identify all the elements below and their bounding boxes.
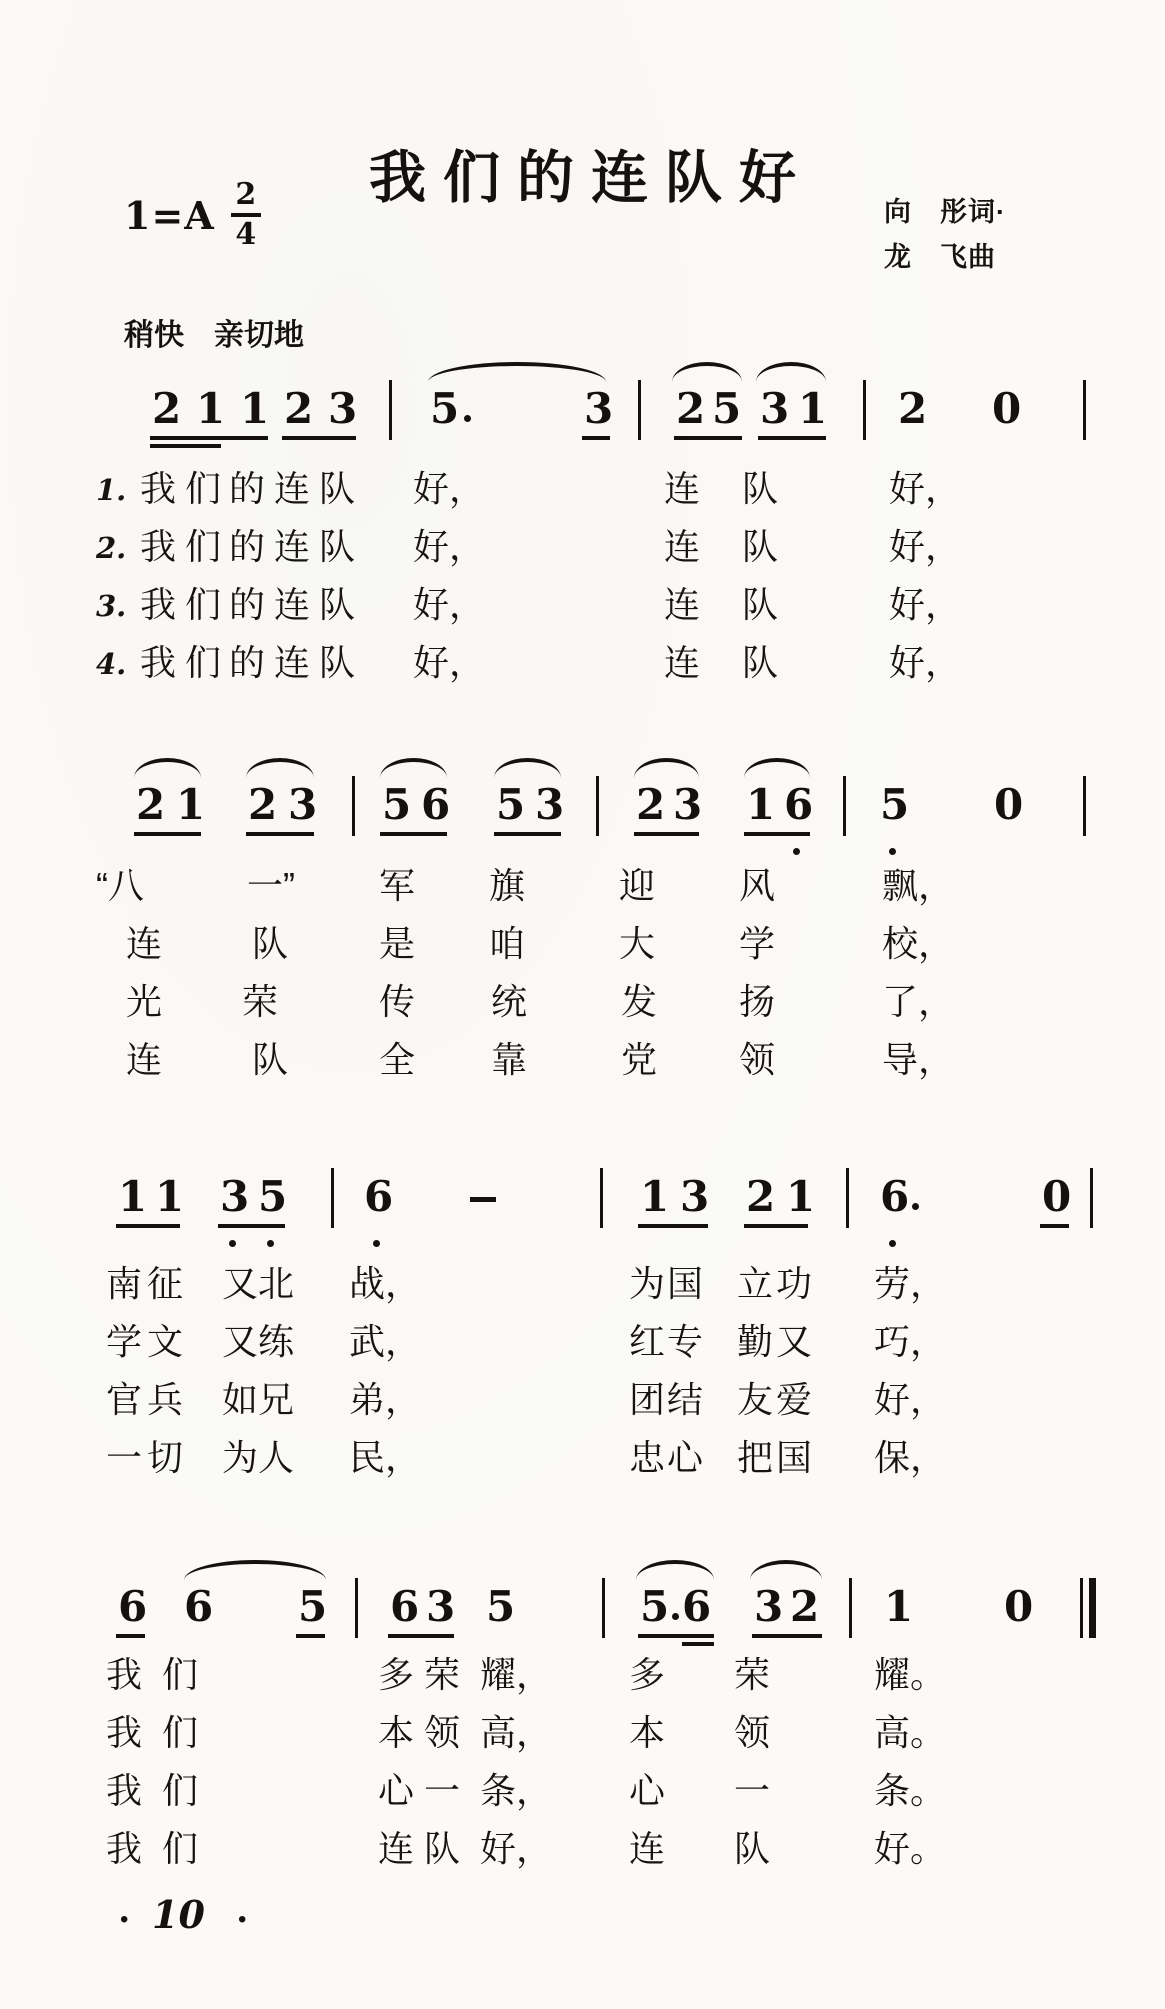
lyric-cell: 劳， — [874, 1263, 947, 1304]
lyric-cell: 们 — [162, 1712, 199, 1753]
lyric-cell: 们 — [162, 1654, 199, 1695]
beam — [674, 436, 742, 440]
lyric-cell: 队 — [742, 526, 779, 567]
lyric-cell: 旗 — [489, 865, 526, 906]
lyric-cell: 的 — [229, 526, 266, 567]
lyric-cell: 心 — [667, 1437, 704, 1478]
lyric-cell: 高， — [480, 1712, 553, 1753]
lyric-cell: 军 — [379, 865, 416, 906]
lyric-line — [0, 1712, 1165, 1756]
lyric-cell: 队 — [319, 526, 356, 567]
lyric-line — [0, 1263, 1165, 1307]
lyric-cell: 弟， — [349, 1379, 422, 1420]
lyric-cell: 荣 — [424, 1654, 461, 1695]
rest-note: 0 — [994, 780, 1024, 829]
note: 5 — [258, 1172, 288, 1221]
lyric-cell: 把 — [737, 1437, 774, 1478]
note: 3 — [288, 780, 318, 829]
note: 6 — [880, 1172, 910, 1221]
beam — [388, 1634, 454, 1638]
lyric-cell: 我 — [140, 468, 177, 509]
barline — [331, 1168, 334, 1228]
low-octave-dot — [373, 1240, 380, 1247]
lyricist-credit: 向 彤词· — [884, 197, 1006, 227]
beam — [638, 1224, 708, 1228]
lyric-cell: 专 — [667, 1321, 704, 1362]
lyric-cell: 领 — [734, 1712, 771, 1753]
slur — [184, 1560, 326, 1580]
lyric-cell: 结 — [667, 1379, 704, 1420]
lyric-cell: 连 — [126, 1039, 163, 1080]
note: 6 — [118, 1582, 148, 1631]
key-signature — [124, 177, 261, 252]
lyric-cell: 心 — [378, 1770, 415, 1811]
note: 3 — [535, 780, 565, 829]
lyric-cell: 我 — [140, 642, 177, 683]
lyric-cell: 党 — [621, 1039, 658, 1080]
lyric-cell: 领 — [739, 1039, 776, 1080]
lyric-cell: 多 — [629, 1654, 666, 1695]
note: 3 — [673, 780, 703, 829]
lyric-cell: 一 — [424, 1770, 461, 1811]
lyric-cell: 条。 — [874, 1770, 947, 1811]
lyric-cell: 耀， — [480, 1654, 553, 1695]
lyric-cell: 巧， — [874, 1321, 947, 1362]
lyric-cell: 队 — [424, 1828, 461, 1869]
beam — [282, 436, 356, 440]
note: 5 — [880, 780, 910, 829]
lyric-cell: 队 — [742, 642, 779, 683]
note: 3 — [754, 1582, 784, 1631]
lyric-cell: 好， — [413, 526, 486, 567]
barline — [389, 380, 392, 440]
lyric-cell: 飘， — [882, 865, 955, 906]
note: 6 — [682, 1582, 712, 1631]
lyric-line — [0, 1828, 1165, 1872]
key-label: 1=A — [124, 192, 215, 238]
beam — [1040, 1224, 1069, 1228]
lyric-cell: 我 — [106, 1654, 143, 1695]
lyric-cell: 连 — [274, 642, 311, 683]
note: 3 — [680, 1172, 710, 1221]
barline — [355, 1578, 358, 1638]
lyric-cell: 爱 — [776, 1379, 813, 1420]
beam — [744, 1224, 808, 1228]
lyric-cell: 我 — [106, 1712, 143, 1753]
final-barline-thin — [1080, 1578, 1083, 1638]
low-octave-dot — [793, 848, 800, 855]
lyric-cell: 大 — [619, 923, 656, 964]
rest-note: 0 — [992, 384, 1022, 433]
lyric-cell: 一 — [734, 1770, 771, 1811]
lyric-cell: 练 — [258, 1321, 295, 1362]
beam — [638, 1634, 714, 1638]
lyric-cell: 靠 — [491, 1039, 528, 1080]
verse-number: 4. — [96, 647, 127, 681]
lyric-cell: 本 — [629, 1712, 666, 1753]
lyric-line — [0, 1437, 1165, 1481]
low-octave-dot — [889, 848, 896, 855]
lyric-cell: 团 — [629, 1379, 666, 1420]
note: 6 — [184, 1582, 214, 1631]
time-numerator: 2 — [235, 177, 257, 212]
beam — [758, 436, 826, 440]
augmentation-dot — [912, 1203, 919, 1210]
lyric-cell: 为 — [629, 1263, 666, 1304]
augmentation-dot — [464, 415, 471, 422]
lyric-cell: 统 — [491, 981, 528, 1022]
note: 1 — [798, 384, 828, 433]
lyric-cell: 好， — [413, 468, 486, 509]
lyric-cell: 们 — [185, 642, 222, 683]
note: 5 — [382, 780, 412, 829]
lyric-cell: 连 — [629, 1828, 666, 1869]
verse-number: 3. — [96, 589, 127, 623]
lyric-cell: 传 — [379, 981, 416, 1022]
lyric-cell: 好， — [480, 1828, 553, 1869]
note: 1 — [196, 384, 226, 433]
lyric-line — [0, 526, 1165, 570]
lyric-cell: 校， — [882, 923, 955, 964]
note: 2 — [248, 780, 278, 829]
lyric-cell: 荣 — [242, 981, 279, 1022]
lyric-cell: 导， — [882, 1039, 955, 1080]
beam — [116, 1224, 180, 1228]
beam — [634, 832, 699, 836]
augmentation-dot — [672, 1613, 679, 1620]
lyric-cell: 扬 — [739, 981, 776, 1022]
note: 5 — [430, 384, 460, 433]
lyric-cell: 咱 — [489, 923, 526, 964]
note: 1 — [640, 1172, 670, 1221]
rest-note: 0 — [1004, 1582, 1034, 1631]
barline — [846, 1168, 849, 1228]
lyric-cell: 连 — [664, 584, 701, 625]
barline — [1083, 776, 1086, 836]
beam — [116, 1634, 145, 1638]
lyric-cell: 的 — [229, 642, 266, 683]
lyric-cell: 好， — [874, 1379, 947, 1420]
composer-credit: 龙 飞曲 — [884, 242, 996, 272]
lyric-cell: 好。 — [874, 1828, 947, 1869]
notation-line-2 — [0, 758, 1165, 862]
verse-number: 2. — [96, 531, 127, 565]
lyric-cell: 我 — [140, 526, 177, 567]
note: 2 — [152, 384, 182, 433]
lyric-cell: 文 — [147, 1321, 184, 1362]
lyric-cell: 本 — [378, 1712, 415, 1753]
time-signature — [231, 177, 261, 252]
barline — [863, 380, 866, 440]
lyric-cell: 又 — [222, 1321, 259, 1362]
beam — [744, 832, 810, 836]
lyric-cell: 连 — [126, 923, 163, 964]
lyric-cell: 如 — [222, 1379, 259, 1420]
rest-note: 0 — [1042, 1172, 1072, 1221]
lyric-line — [0, 981, 1165, 1025]
lyric-cell: 人 — [258, 1437, 295, 1478]
lyric-cell: 忠 — [629, 1437, 666, 1478]
slur — [750, 1560, 822, 1580]
lyric-cell: 好， — [889, 584, 962, 625]
lyric-cell: 征 — [147, 1263, 184, 1304]
lyric-cell: 们 — [185, 584, 222, 625]
beam — [150, 436, 268, 440]
lyric-cell: 好， — [889, 642, 962, 683]
note: 3 — [220, 1172, 250, 1221]
slur — [380, 758, 447, 778]
lyric-cell: 官 — [106, 1379, 143, 1420]
note: 5 — [298, 1582, 328, 1631]
slur — [246, 758, 314, 778]
lyric-cell: 的 — [229, 468, 266, 509]
note: 1 — [746, 780, 776, 829]
lyric-cell: 战， — [349, 1263, 422, 1304]
page-number-left-dot: • — [120, 1906, 129, 1933]
lyric-cell: 连 — [274, 468, 311, 509]
lyric-cell: 好， — [413, 584, 486, 625]
low-octave-dot — [889, 1240, 896, 1247]
barline — [1083, 380, 1086, 440]
barline — [638, 380, 641, 440]
lyric-cell: 连 — [664, 468, 701, 509]
lyric-cell: 北 — [258, 1263, 295, 1304]
lyric-cell: 又 — [222, 1263, 259, 1304]
note: 5 — [640, 1582, 670, 1631]
lyric-cell: 高。 — [874, 1712, 947, 1753]
beam — [582, 436, 610, 440]
slur — [494, 758, 561, 778]
lyric-cell: 荣 — [734, 1654, 771, 1695]
beam — [752, 1634, 822, 1638]
lyric-cell: 全 — [379, 1039, 416, 1080]
beam — [218, 1224, 285, 1228]
lyric-cell: 兵 — [147, 1379, 184, 1420]
lyric-cell: 民， — [349, 1437, 422, 1478]
lyric-cell: 队 — [742, 468, 779, 509]
lyric-cell: 们 — [162, 1828, 199, 1869]
note: 6 — [784, 780, 814, 829]
lyric-line — [0, 642, 1165, 686]
note: 1 — [155, 1172, 185, 1221]
lyric-cell: 是 — [379, 923, 416, 964]
slur — [756, 362, 826, 382]
verse-number: 1. — [96, 473, 127, 507]
lyric-line — [0, 1379, 1165, 1423]
lyric-cell: 队 — [252, 923, 289, 964]
barline — [600, 1168, 603, 1228]
lyric-cell: 心 — [629, 1770, 666, 1811]
note: 5 — [496, 780, 526, 829]
beam — [380, 832, 447, 836]
lyric-cell: 多 — [378, 1654, 415, 1695]
final-barline-thick — [1089, 1578, 1096, 1638]
note: 2 — [136, 780, 166, 829]
lyric-cell: 我 — [140, 584, 177, 625]
lyric-cell: 连 — [664, 526, 701, 567]
lyric-cell: 国 — [667, 1263, 704, 1304]
lyric-cell: 一” — [247, 865, 295, 906]
beam — [150, 444, 221, 448]
note: 2 — [636, 780, 666, 829]
lyric-cell: 兄 — [258, 1379, 295, 1420]
lyric-cell: 队 — [319, 468, 356, 509]
slur — [428, 362, 606, 382]
lyric-cell: 红 — [629, 1321, 666, 1362]
beam — [494, 832, 561, 836]
lyric-cell: 好， — [889, 526, 962, 567]
lyric-cell: 队 — [742, 584, 779, 625]
song-title: 我们的连队好 — [369, 146, 813, 211]
lyric-cell: 迎 — [619, 865, 656, 906]
lyric-cell: 立 — [737, 1263, 774, 1304]
lyric-cell: 队 — [319, 584, 356, 625]
note: 3 — [760, 384, 790, 433]
lyric-cell: 武， — [349, 1321, 422, 1362]
lyric-cell: 们 — [185, 526, 222, 567]
lyric-cell: 勤 — [737, 1321, 774, 1362]
lyric-cell: 风 — [739, 865, 776, 906]
notation-line-3 — [0, 1150, 1165, 1254]
lyric-line — [0, 865, 1165, 909]
lyric-cell: 队 — [319, 642, 356, 683]
lyric-cell: 连 — [378, 1828, 415, 1869]
barline — [602, 1578, 605, 1638]
lyric-cell: 们 — [185, 468, 222, 509]
lyric-line — [0, 1321, 1165, 1365]
low-octave-dot — [229, 1240, 236, 1247]
beam — [682, 1642, 714, 1646]
note: 1 — [884, 1582, 914, 1631]
lyric-cell: 们 — [162, 1770, 199, 1811]
lyric-cell: 了， — [882, 981, 955, 1022]
lyric-cell: 条， — [480, 1770, 553, 1811]
note: 2 — [898, 384, 928, 433]
slur — [744, 758, 810, 778]
note: 6 — [364, 1172, 394, 1221]
lyric-cell: 好， — [413, 642, 486, 683]
notation-line-4 — [0, 1560, 1165, 1664]
barline — [352, 776, 355, 836]
lyric-cell: 发 — [621, 981, 658, 1022]
lyric-cell: 耀。 — [874, 1654, 947, 1695]
tempo-marking: 稍快 亲切地 — [124, 319, 304, 352]
slur — [672, 362, 742, 382]
lyric-cell: 我 — [106, 1828, 143, 1869]
lyric-cell: 南 — [106, 1263, 143, 1304]
note: 1 — [786, 1172, 816, 1221]
note: 2 — [284, 384, 314, 433]
lyric-line — [0, 1039, 1165, 1083]
duration-dash — [470, 1197, 496, 1202]
note: 6 — [421, 780, 451, 829]
note: 6 — [390, 1582, 420, 1631]
note: 5 — [712, 384, 742, 433]
lyric-cell: 的 — [229, 584, 266, 625]
lyric-cell: 保， — [874, 1437, 947, 1478]
low-octave-dot — [267, 1240, 274, 1247]
note: 1 — [240, 384, 270, 433]
note: 3 — [328, 384, 358, 433]
lyric-cell: 好， — [889, 468, 962, 509]
barline — [1090, 1168, 1093, 1228]
note: 3 — [584, 384, 614, 433]
beam — [134, 832, 201, 836]
note: 2 — [676, 384, 706, 433]
note: 1 — [118, 1172, 148, 1221]
lyric-cell: 学 — [739, 923, 776, 964]
lyric-cell: 国 — [776, 1437, 813, 1478]
lyric-line — [0, 584, 1165, 628]
lyric-cell: 队 — [252, 1039, 289, 1080]
page-number-right-dot: • — [238, 1906, 247, 1933]
lyric-cell: 我 — [106, 1770, 143, 1811]
note: 1 — [176, 780, 206, 829]
page-number: 10 — [152, 1892, 205, 1937]
lyric-cell: “八 — [96, 865, 144, 906]
lyric-cell: 光 — [126, 981, 163, 1022]
lyric-line — [0, 1770, 1165, 1814]
beam — [296, 1634, 325, 1638]
lyric-cell: 学 — [106, 1321, 143, 1362]
credits — [884, 190, 1006, 280]
beam — [246, 832, 314, 836]
lyric-cell: 领 — [424, 1712, 461, 1753]
slur — [636, 1560, 714, 1580]
notation-line-1 — [0, 362, 1165, 466]
note: 3 — [426, 1582, 456, 1631]
lyric-cell: 友 — [737, 1379, 774, 1420]
note: 5 — [486, 1582, 516, 1631]
slur — [634, 758, 699, 778]
lyric-line — [0, 468, 1165, 512]
lyric-cell: 功 — [776, 1263, 813, 1304]
lyric-cell: 队 — [734, 1828, 771, 1869]
barline — [843, 776, 846, 836]
lyric-cell: 切 — [147, 1437, 184, 1478]
lyric-cell: 为 — [222, 1437, 259, 1478]
lyric-cell: 连 — [664, 642, 701, 683]
barline — [849, 1578, 852, 1638]
lyric-cell: 一 — [106, 1437, 143, 1478]
lyric-cell: 连 — [274, 526, 311, 567]
lyric-cell: 又 — [776, 1321, 813, 1362]
slur — [134, 758, 201, 778]
note: 2 — [746, 1172, 776, 1221]
time-denominator: 4 — [235, 217, 257, 252]
barline — [596, 776, 599, 836]
lyric-line — [0, 1654, 1165, 1698]
lyric-cell: 连 — [274, 584, 311, 625]
note: 2 — [790, 1582, 820, 1631]
lyric-line — [0, 923, 1165, 967]
